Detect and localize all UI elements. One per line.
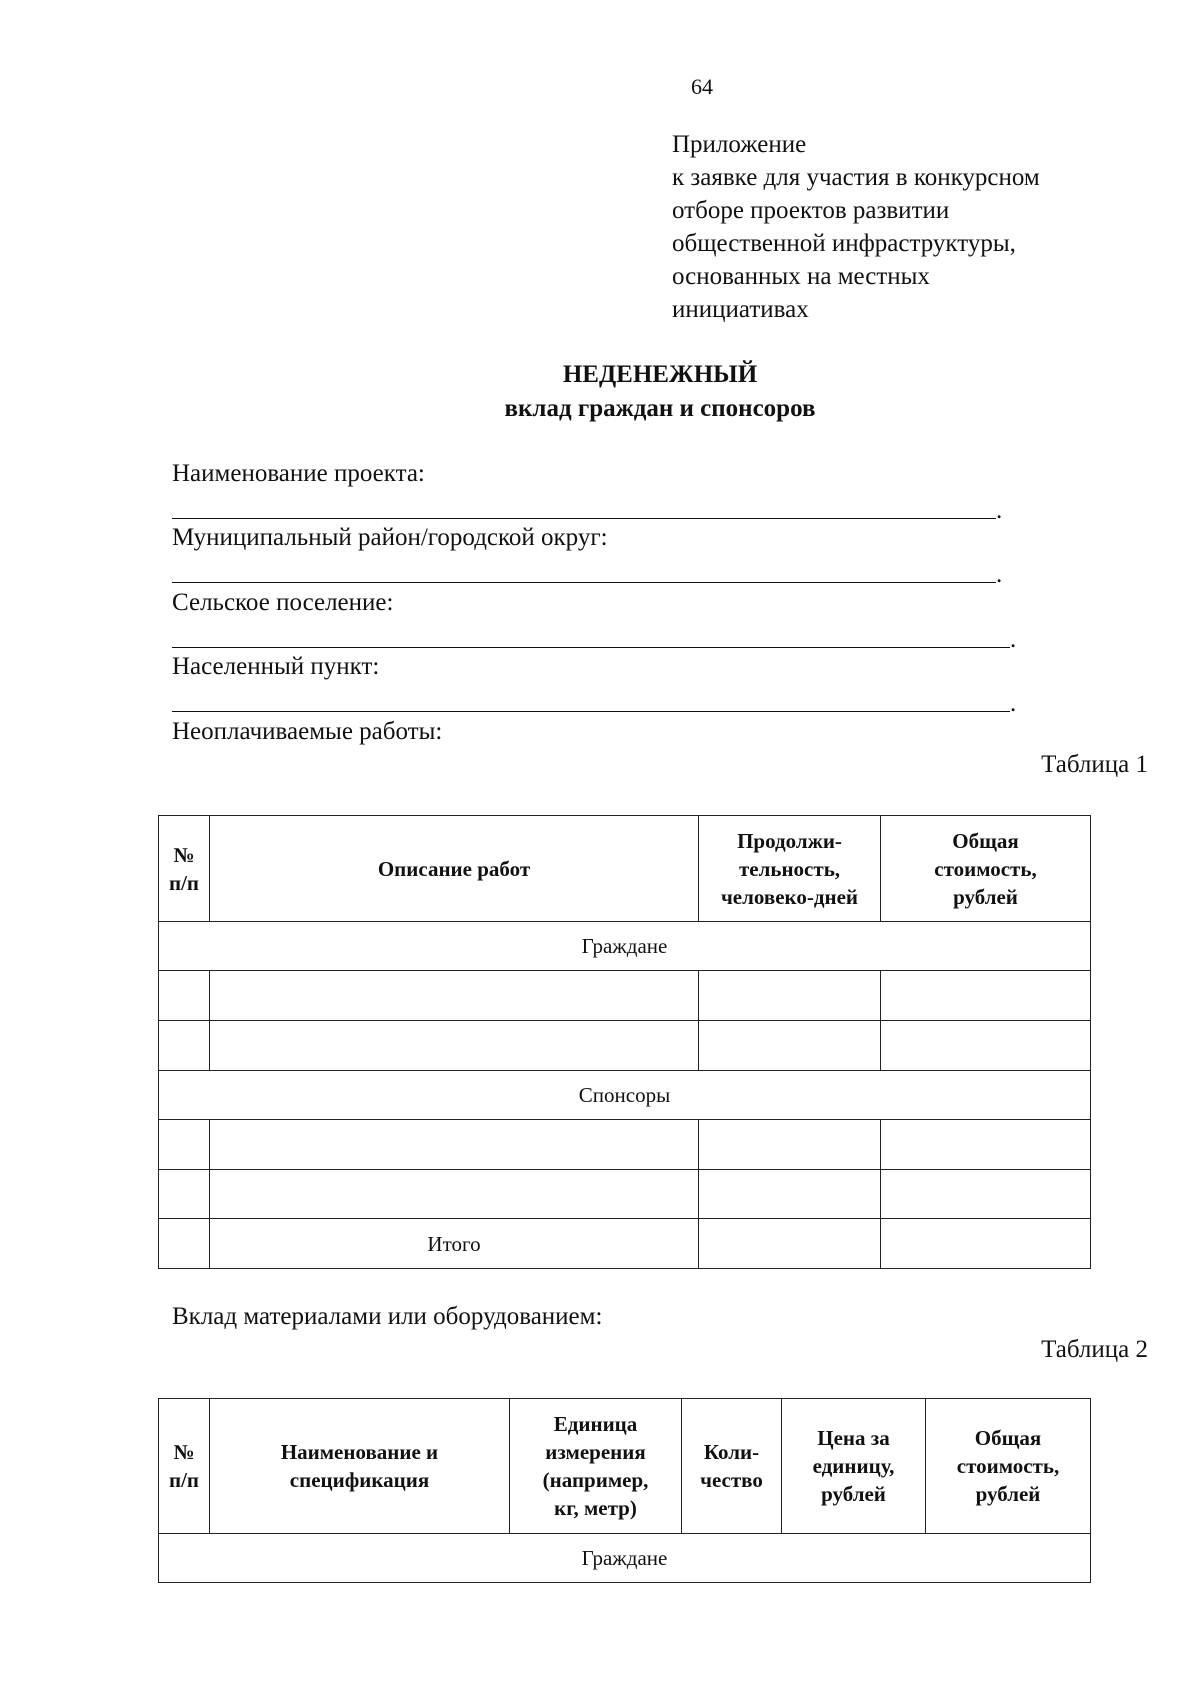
header-total-cost: Общая стоимость, рублей: [881, 816, 1091, 922]
table-cell[interactable]: [159, 1170, 210, 1219]
table-cell[interactable]: [699, 1219, 881, 1269]
table-cell[interactable]: [210, 1021, 699, 1071]
group-sponsors: Спонсоры: [159, 1071, 1091, 1120]
header-total-cost: Общая стоимость, рублей: [926, 1399, 1091, 1534]
table-cell[interactable]: [210, 971, 699, 1021]
table-group-row: [159, 1071, 1091, 1120]
project-name-line[interactable]: [172, 518, 996, 519]
table-row: [159, 1120, 1091, 1170]
header-name-spec: Наименование и спецификация: [210, 1399, 510, 1534]
total-label: Итого: [210, 1219, 699, 1269]
table-row: [159, 971, 1091, 1021]
table-2-caption: Таблица 2: [1041, 1336, 1148, 1363]
table-cell[interactable]: [210, 1120, 699, 1170]
district-line[interactable]: [172, 582, 996, 583]
unpaid-works-label: Неоплачиваемые работы:: [172, 718, 443, 745]
table-cell[interactable]: [159, 971, 210, 1021]
title-line-2: вклад граждан и спонсоров: [504, 395, 816, 422]
line-end-dot: .: [996, 561, 1003, 588]
table-total-row: [159, 1219, 1091, 1269]
project-name-label: Наименование проекта:: [172, 460, 425, 487]
locality-label: Населенный пункт:: [172, 653, 380, 680]
header-number: № п/п: [159, 816, 210, 922]
appendix-note: [672, 128, 1172, 326]
table-cell[interactable]: [159, 1021, 210, 1071]
table-cell[interactable]: [699, 971, 881, 1021]
table-cell[interactable]: [881, 971, 1091, 1021]
unpaid-works-table: [158, 815, 1091, 1269]
materials-label: Вклад материалами или оборудованием:: [172, 1303, 603, 1330]
page-number: 64: [691, 74, 713, 99]
materials-table: [158, 1398, 1091, 1583]
appendix-line: отборе проектов развитии: [672, 197, 950, 224]
table-cell[interactable]: [210, 1170, 699, 1219]
header-unit: Единица измерения (например, кг, метр): [510, 1399, 682, 1534]
table-header-row: [159, 816, 1091, 922]
table-row: [159, 1021, 1091, 1071]
line-end-dot: .: [996, 497, 1003, 524]
appendix-line: общественной инфраструктуры,: [672, 230, 1016, 257]
title-line-1: НЕДЕНЕЖНЫЙ: [562, 361, 758, 388]
table-cell[interactable]: [159, 1120, 210, 1170]
header-number: № п/п: [159, 1399, 210, 1534]
table-cell[interactable]: [159, 1219, 210, 1269]
locality-line[interactable]: [172, 711, 1010, 712]
table-cell[interactable]: [699, 1170, 881, 1219]
document-title: [0, 358, 1200, 426]
header-unit-price: Цена за единицу, рублей: [782, 1399, 926, 1534]
appendix-line: Приложение: [672, 131, 807, 158]
table-cell[interactable]: [699, 1021, 881, 1071]
header-work-description: Описание работ: [210, 816, 699, 922]
header-quantity: Коли- чество: [682, 1399, 782, 1534]
line-end-dot: .: [1010, 626, 1017, 653]
table-cell[interactable]: [881, 1170, 1091, 1219]
line-end-dot: .: [1010, 690, 1017, 717]
table-1-caption: Таблица 1: [1041, 751, 1148, 778]
table-group-row: [159, 1534, 1091, 1583]
district-label: Муниципальный район/городской округ:: [172, 524, 608, 551]
group-citizens: Граждане: [159, 1534, 1091, 1583]
header-duration: Продолжи- тельность, человеко-дней: [699, 816, 881, 922]
settlement-line[interactable]: [172, 647, 1010, 648]
appendix-line: основанных на местных: [672, 263, 930, 290]
table-cell[interactable]: [881, 1021, 1091, 1071]
table-header-row: [159, 1399, 1091, 1534]
table-cell[interactable]: [881, 1219, 1091, 1269]
table-cell[interactable]: [881, 1120, 1091, 1170]
appendix-line: к заявке для участия в конкурсном: [672, 164, 1040, 191]
table-group-row: [159, 922, 1091, 971]
settlement-label: Сельское поселение:: [172, 589, 394, 616]
table-cell[interactable]: [699, 1120, 881, 1170]
table-row: [159, 1170, 1091, 1219]
group-citizens: Граждане: [159, 922, 1091, 971]
appendix-line: инициативах: [672, 296, 809, 323]
